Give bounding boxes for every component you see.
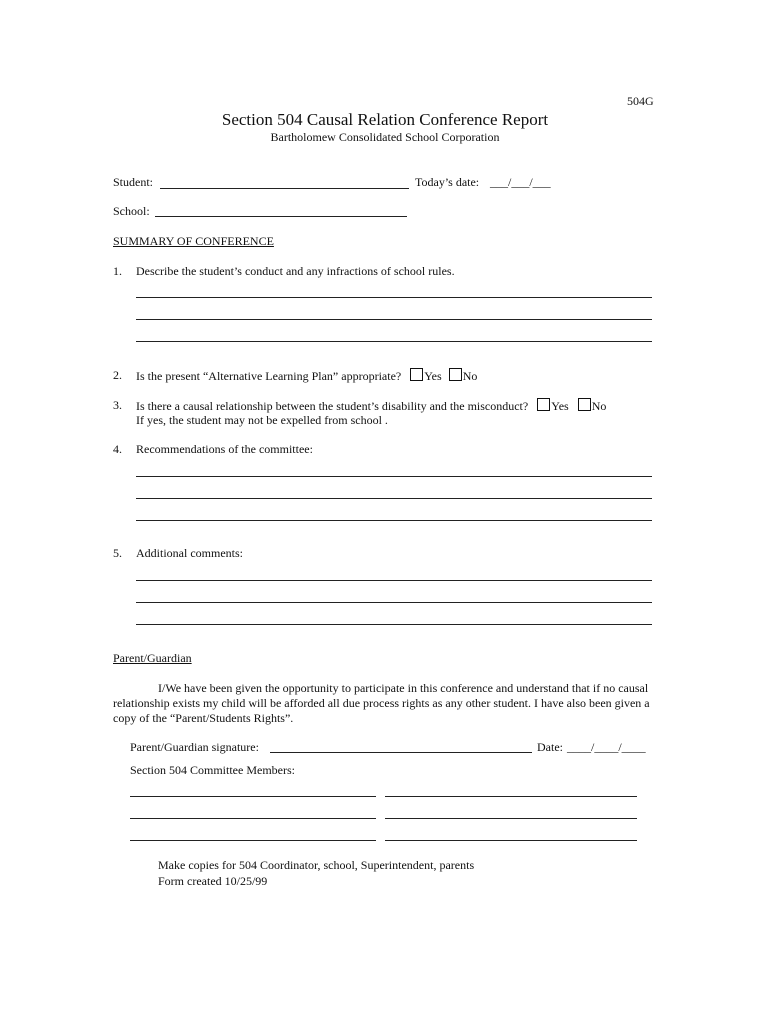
item-2-yes-checkbox[interactable] (410, 368, 423, 381)
item-1-answer-line[interactable] (136, 297, 652, 298)
footer-form-created: Form created 10/25/99 (158, 874, 268, 888)
item-5-answer-line[interactable] (136, 602, 652, 603)
item-3-text (136, 398, 606, 414)
committee-member-line[interactable] (385, 840, 637, 841)
page-subtitle: Bartholomew Consolidated School Corporation (270, 130, 500, 144)
committee-member-line[interactable] (130, 796, 376, 797)
school-label: School: (113, 204, 150, 218)
item-2-question: Is the present “Alternative Learning Plan” appropriate? (136, 369, 402, 383)
item-4-answer-line[interactable] (136, 498, 652, 499)
item-2-no-label: No (462, 369, 478, 383)
item-4-answer-line[interactable] (136, 520, 652, 521)
parent-paragraph: I/We have been given the opportunity to participate in this conference and understand that if no causal relationship exists my child will be afforded all due process rights as any other student. I have also been given a copy of the “Parent/Students Rights”. (113, 681, 650, 725)
item-2-no-checkbox[interactable] (449, 368, 462, 381)
signature-date-label: Date: (537, 740, 563, 754)
item-3-note: If yes, the student may not be expelled from school . (136, 413, 388, 427)
page-title: Section 504 Causal Relation Conference Report (221, 110, 549, 129)
item-1-answer-line[interactable] (136, 319, 652, 320)
item-2-number: 2. (113, 368, 122, 382)
today-date-field[interactable]: ___/___/___ (490, 175, 551, 189)
footer-copies-note: Make copies for 504 Coordinator, school, Superintendent, parents (158, 858, 475, 872)
item-2-yes-label: Yes (424, 369, 442, 383)
item-3-yes-checkbox[interactable] (537, 398, 550, 411)
item-5-answer-line[interactable] (136, 580, 652, 581)
school-field[interactable] (155, 216, 407, 217)
summary-heading: SUMMARY OF CONFERENCE (113, 234, 274, 248)
committee-member-line[interactable] (385, 796, 637, 797)
item-3-no-checkbox[interactable] (578, 398, 591, 411)
committee-member-line[interactable] (130, 818, 376, 819)
item-3-no-label: No (591, 399, 607, 413)
item-4-text: Recommendations of the committee: (136, 442, 313, 456)
item-1-number: 1. (113, 264, 122, 278)
item-3-number: 3. (113, 398, 122, 412)
item-3-yes-label: Yes (551, 399, 569, 413)
signature-date-field[interactable]: ____/____/____ (567, 740, 646, 754)
form-code: 504G (627, 94, 654, 108)
today-date-label: Today’s date: (415, 175, 480, 189)
student-label: Student: (113, 175, 154, 189)
item-3-question: Is there a causal relationship between the student’s disability and the misconduct? (136, 399, 529, 413)
signature-label: Parent/Guardian signature: (130, 740, 259, 754)
committee-member-line[interactable] (130, 840, 376, 841)
item-4-answer-line[interactable] (136, 476, 652, 477)
student-field[interactable] (160, 188, 409, 189)
signature-field[interactable] (270, 752, 532, 753)
parent-heading: Parent/Guardian (113, 651, 192, 665)
item-5-number: 5. (113, 546, 122, 560)
item-5-answer-line[interactable] (136, 624, 652, 625)
committee-label: Section 504 Committee Members: (130, 763, 295, 777)
item-2-text (136, 368, 477, 384)
committee-member-line[interactable] (385, 818, 637, 819)
item-1-answer-line[interactable] (136, 341, 652, 342)
item-4-number: 4. (113, 442, 122, 456)
item-5-text: Additional comments: (136, 546, 243, 560)
item-1-text: Describe the student’s conduct and any infractions of school rules. (136, 264, 455, 278)
